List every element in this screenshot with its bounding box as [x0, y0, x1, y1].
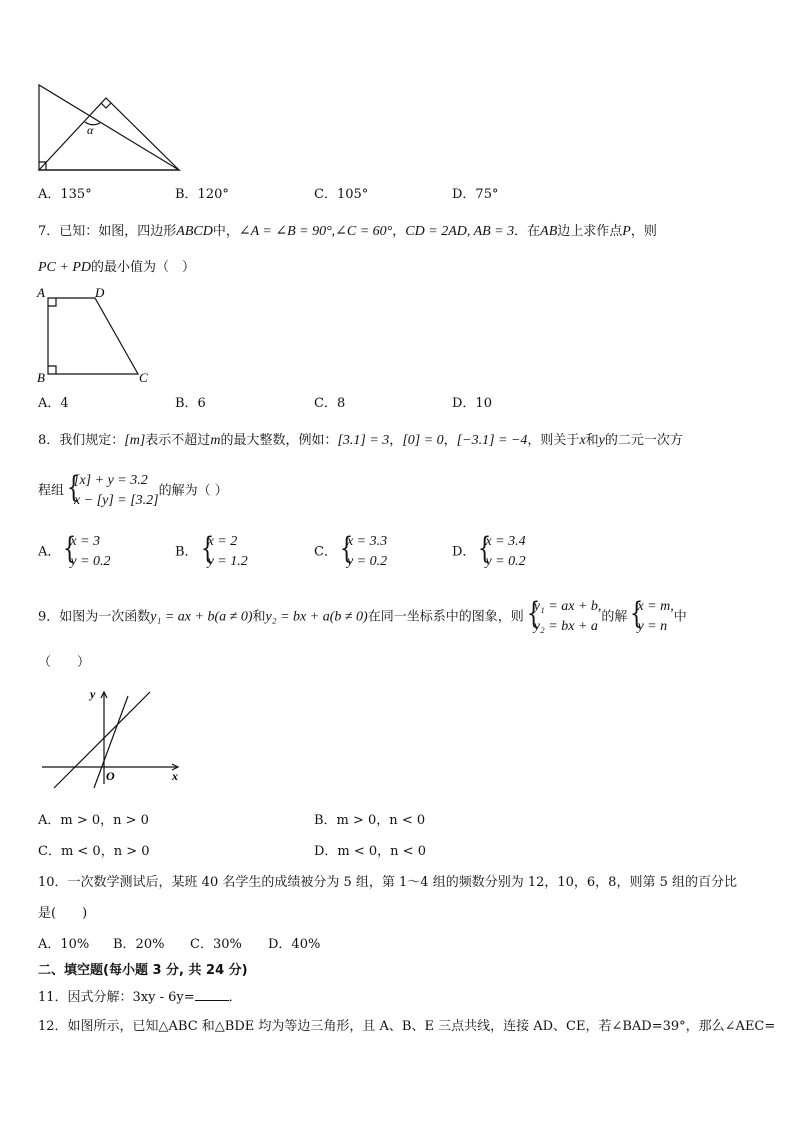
q10-line-1: 10．一次数学测试后，某班 40 名学生的成绩被分为 5 组，第 1～4 组的频数分别为 12，10，6，8，则第 5 组的百分比	[38, 875, 737, 890]
q7-option-a[interactable]: A．4	[38, 396, 69, 411]
q8-option-a[interactable]: A． { x = 3 y = 0.2	[38, 531, 111, 569]
q7-label-b: B	[37, 370, 45, 385]
q9-line-1: 9．如图为一次函数y₁ = ax + b(a ≠ 0)和y₂ = bx + a(b ≠ 0)在同一坐标系中的图象，则 { y₁ = ax + b, y₂ = bx + a 的解 { x = m, y = n 中	[38, 597, 687, 638]
q12-line: 12．如图所示，已知△ABC 和△BDE 均为等边三角形，且 A、B、E 三点共线，连接 AD、CE，若∠BAD=39°，那么∠AEC=	[38, 1019, 776, 1034]
q6-option-c[interactable]: C．105°	[314, 187, 369, 202]
q6-right-triangle	[39, 85, 179, 170]
q8-line-2: 程组 { [x] + y = 3.2 x − [y] = [3.2] 的解为（ ）	[38, 471, 228, 512]
q7-label-d: D	[95, 285, 105, 300]
q10-option-b[interactable]: B．20%	[113, 937, 165, 952]
q6-option-b[interactable]: B．120°	[175, 187, 229, 202]
q7-trapezoid	[48, 298, 138, 374]
q9-paren: （ ）	[38, 655, 91, 670]
q6-figure	[36, 82, 184, 174]
q7-line-2: PC + PD的最小值为（ ）	[38, 260, 196, 275]
q7-label-a: A	[37, 285, 45, 300]
q9-option-c[interactable]: C．m < 0，n > 0	[38, 844, 150, 859]
q9-graph	[40, 684, 190, 792]
q10-option-c[interactable]: C．30%	[190, 937, 242, 952]
q7-line-1: 7．已知：如图，四边形ABCD中，∠A = ∠B = 90°,∠C = 60°，CD = 2AD, AB = 3．在AB边上求作点P，则	[38, 224, 657, 239]
q10-line-2: 是( )	[38, 906, 88, 921]
q11-line: 11．因式分解：3xy - 6y= ．	[38, 990, 242, 1005]
q7-figure	[34, 284, 156, 388]
q7-right-angle-b	[48, 366, 56, 374]
q7-option-b[interactable]: B．6	[175, 396, 206, 411]
q6-set-square	[39, 98, 179, 170]
section-heading: 二、填空题(每小题 3 分, 共 24 分)	[38, 963, 248, 978]
q9-y-label: y	[90, 687, 96, 701]
q7-right-angle-a	[48, 298, 56, 306]
q9-system: { y₁ = ax + b, y₂ = bx + a	[526, 596, 602, 634]
q7-label-c: C	[139, 370, 148, 385]
q10-option-a[interactable]: A．10%	[38, 937, 90, 952]
q6-option-a[interactable]: A．135°	[38, 187, 92, 202]
q6-right-angle-mark-2	[101, 103, 111, 108]
q8-option-b[interactable]: B． { x = 2 y = 1.2	[175, 531, 248, 569]
q7-option-d[interactable]: D．10	[452, 396, 492, 411]
q10-option-d[interactable]: D．40%	[268, 937, 321, 952]
q8-line-1: 8．我们规定：[m]表示不超过m的最大整数，例如：[3.1] = 3，[0] = 0，[−3.1] = −4，则关于x和y的二元一次方	[38, 433, 683, 448]
q9-solution: { x = m, y = n	[630, 596, 674, 634]
q9-option-d[interactable]: D．m < 0，n < 0	[314, 844, 426, 859]
q9-option-b[interactable]: B．m > 0，n < 0	[314, 813, 426, 828]
q8-option-c[interactable]: C． { x = 3.3 y = 0.2	[314, 531, 388, 569]
q9-x-label: x	[172, 769, 178, 783]
q8-system: { [x] + y = 3.2 x − [y] = [3.2]	[66, 470, 159, 508]
q6-alpha-label: α	[87, 123, 94, 137]
q7-option-c[interactable]: C．8	[314, 396, 346, 411]
q9-origin-label: O	[106, 769, 115, 783]
q6-option-d[interactable]: D．75°	[452, 187, 499, 202]
q9-option-a[interactable]: A．m > 0，n > 0	[38, 813, 149, 828]
q9-line-1	[54, 692, 150, 788]
q8-option-d[interactable]: D． { x = 3.4 y = 0.2	[452, 531, 526, 569]
q11-answer-blank[interactable]	[195, 988, 229, 1001]
